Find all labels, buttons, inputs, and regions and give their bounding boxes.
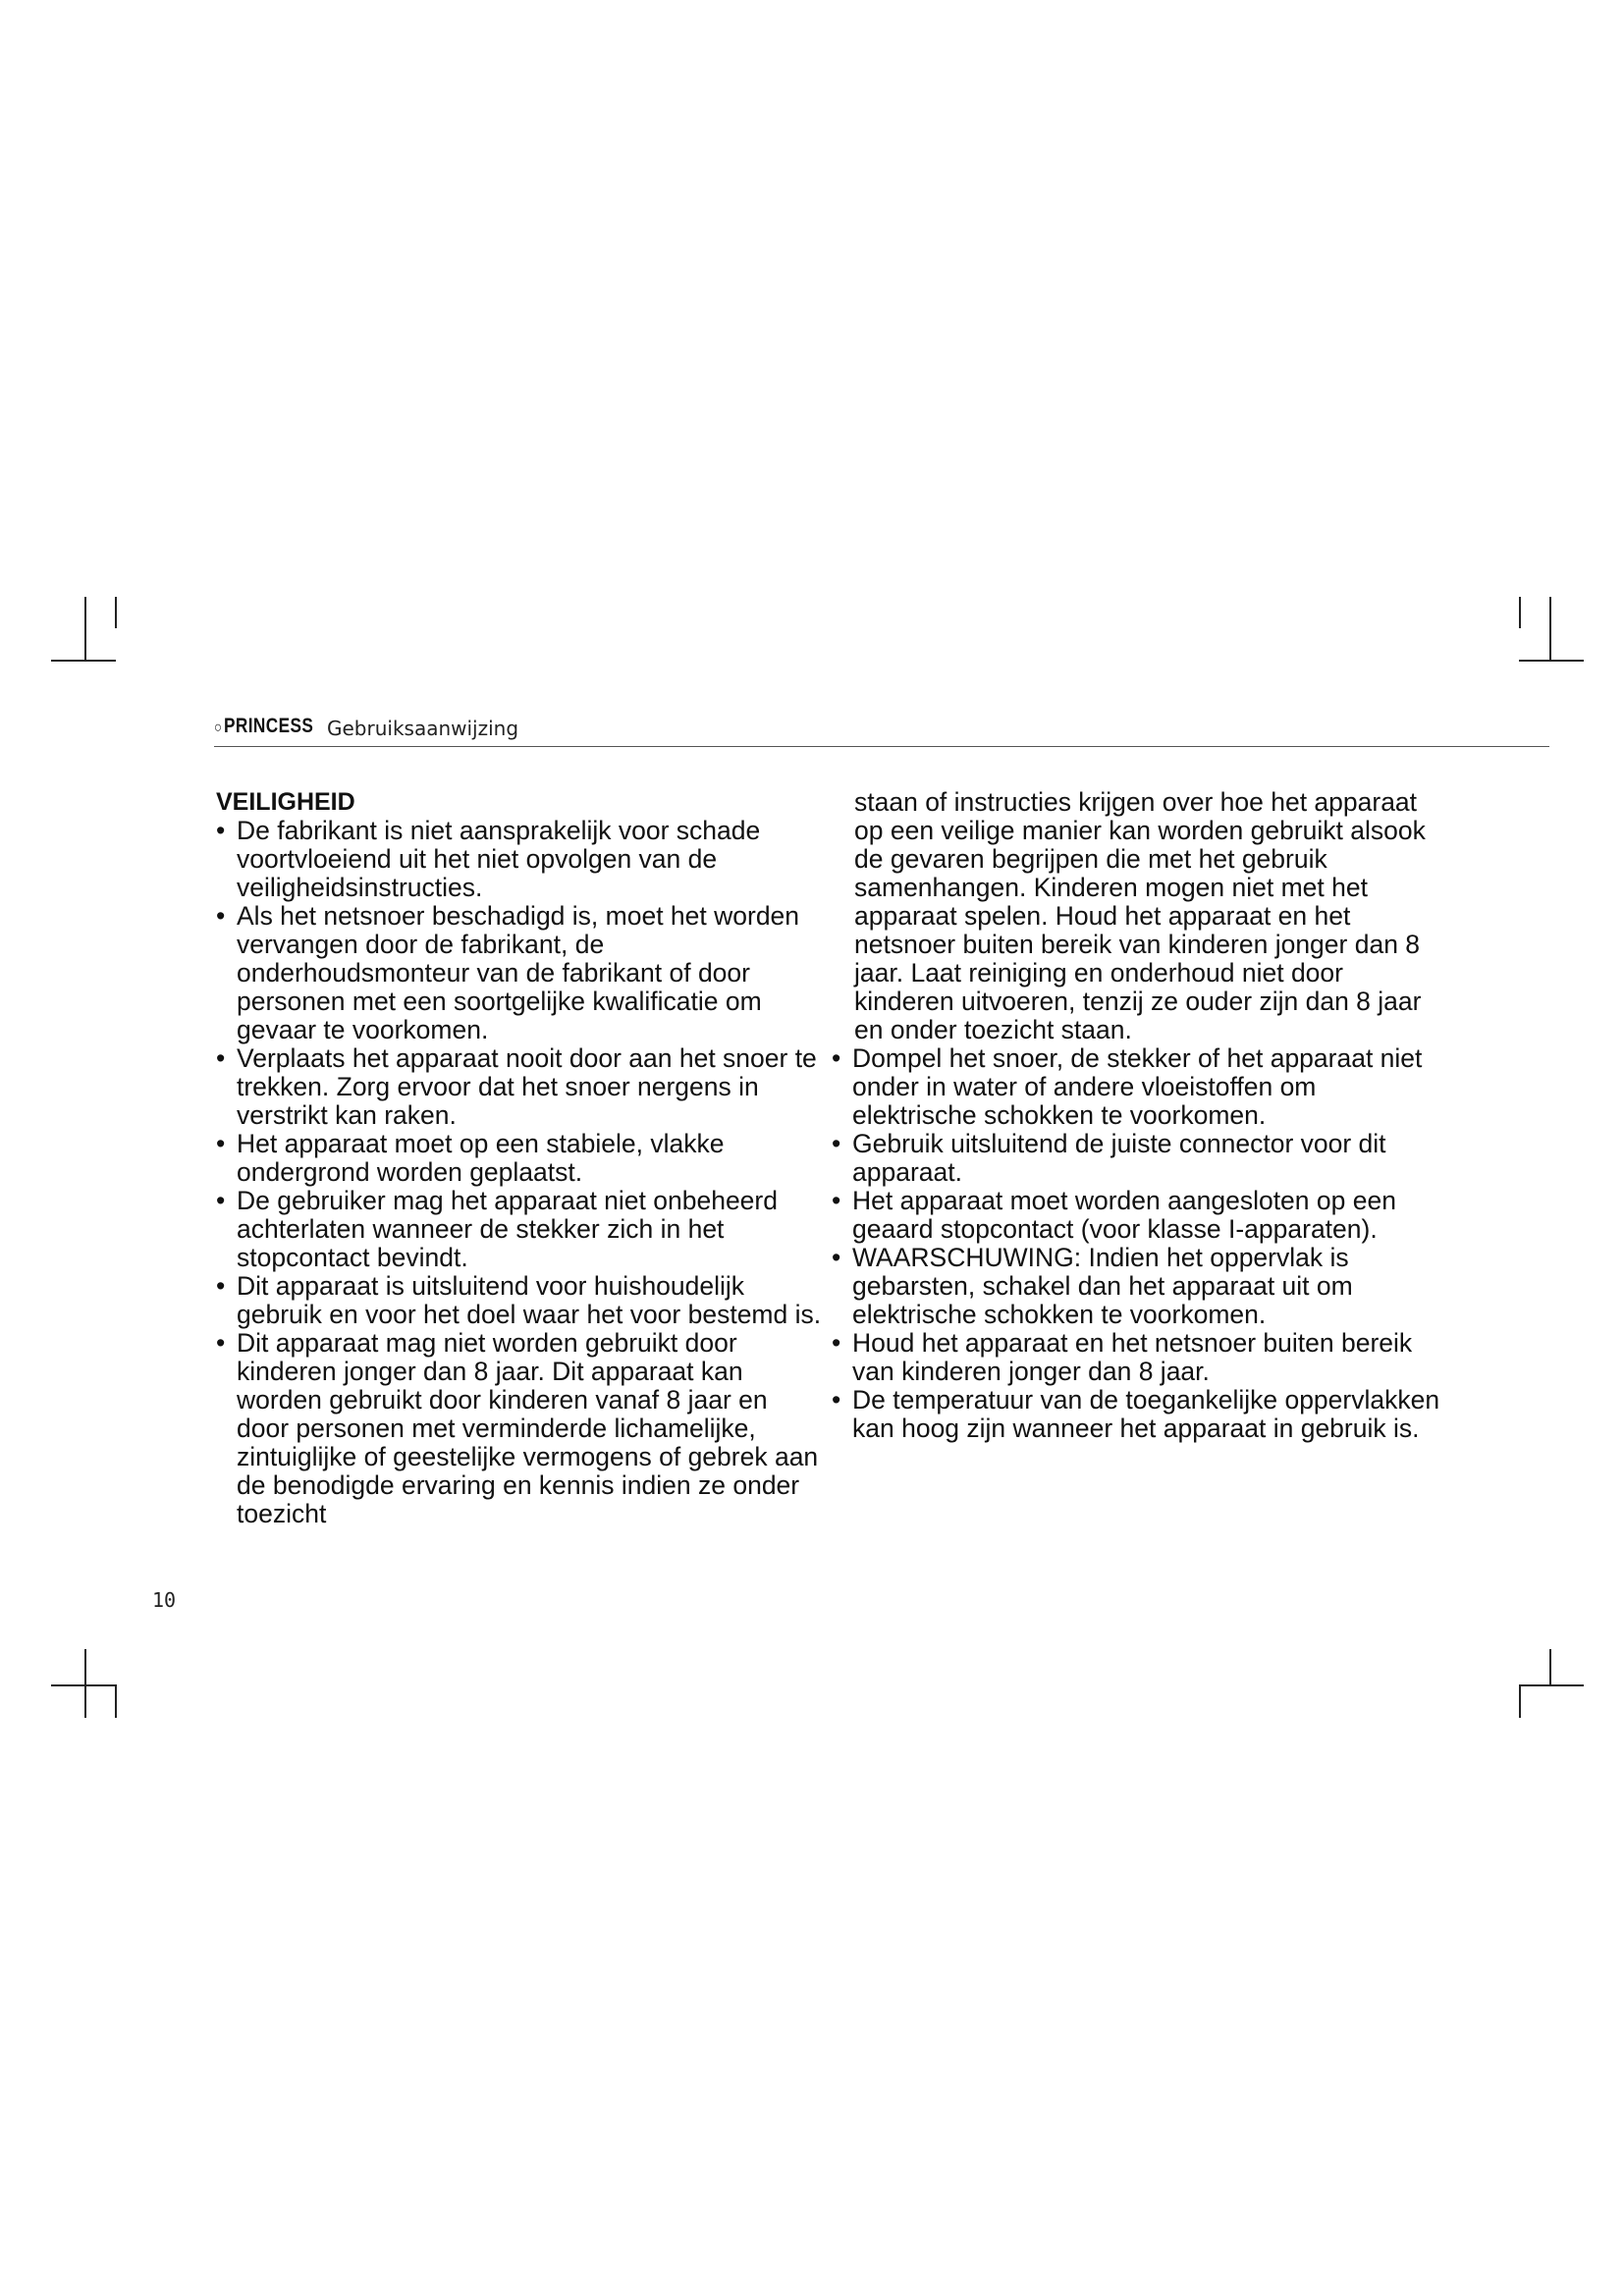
brand-mark-icon: ○ [214, 720, 223, 736]
list-item: • Houd het apparaat en het netsnoer buiten bereik van kinderen jonger dan 8 jaar. [832, 1329, 1440, 1386]
left-column [216, 788, 825, 1528]
section-heading: VEILIGHEID [216, 788, 355, 816]
page-header [214, 709, 1549, 747]
list-item: • Gebruik uitsluitend de juiste connector voor dit apparaat. [832, 1130, 1440, 1187]
list-item: • Het apparaat moet worden aangesloten op een geaard stopcontact (voor klasse I-apparaten). [832, 1187, 1440, 1244]
list-item: • Het apparaat moet op een stabiele, vlakke ondergrond worden geplaatst. [216, 1130, 825, 1187]
list-item: • Dompel het snoer, de stekker of het apparaat niet onder in water of andere vloeistoffen om elektrische schokken te voorkomen. [832, 1044, 1440, 1130]
right-column [832, 788, 1440, 1443]
list-item: • De temperatuur van de toegankelijke oppervlakken kan hoog zijn wanneer het apparaat in gebruik is. [832, 1386, 1440, 1443]
list-item-continuation: staan of instructies krijgen over hoe het apparaat op een veilige manier kan worden gebruikt alsook de gevaren begrijpen die met het gebruik samenhangen. Kinderen mogen niet met het apparaat spelen. Houd het apparaat en het netsnoer buiten bereik van kinderen jonger dan 8 jaar. Laat reiniging en onderhoud niet door kinderen uitvoeren, tenzij ze ouder zijn dan 8 jaar en onder toezicht staan. [854, 787, 1426, 1044]
page-number: 10 [152, 1588, 177, 1612]
list-item: • De gebruiker mag het apparaat niet onbeheerd achterlaten wanneer de stekker zich in het stopcontact bevindt. [216, 1187, 825, 1272]
list-item: • WAARSCHUWING: Indien het oppervlak is gebarsten, schakel dan het apparaat uit om elektrische schokken te voorkomen. [832, 1244, 1440, 1329]
brand-name: PRINCESS [223, 715, 314, 737]
brand-logo [214, 715, 313, 738]
list-item: • Als het netsnoer beschadigd is, moet het worden vervangen door de fabrikant, de onderhoudsmonteur van de fabrikant of door personen met een soortgelijke kwalificatie om gevaar te voorkomen. [216, 902, 825, 1044]
list-item: • Verplaats het apparaat nooit door aan het snoer te trekken. Zorg ervoor dat het snoer nergens in verstrikt kan raken. [216, 1044, 825, 1130]
list-item: • De fabrikant is niet aansprakelijk voor schade voortvloeiend uit het niet opvolgen van de veiligheidsinstructies. [216, 817, 825, 902]
document-title: Gebruiksaanwijzing [327, 717, 519, 740]
safety-list-right [832, 1044, 1440, 1443]
list-item: • Dit apparaat is uitsluitend voor huishoudelijk gebruik en voor het doel waar het voor bestemd is. [216, 1272, 825, 1329]
safety-list-left [216, 817, 825, 1528]
list-item: • Dit apparaat mag niet worden gebruikt door kinderen jonger dan 8 jaar. Dit apparaat kan worden gebruikt door kinderen vanaf 8 jaar en door personen met verminderde lichamelijke, zintuiglijke of geestelijke vermogens of gebrek aan de benodigde ervaring en kennis indien ze onder toezicht [216, 1329, 825, 1528]
